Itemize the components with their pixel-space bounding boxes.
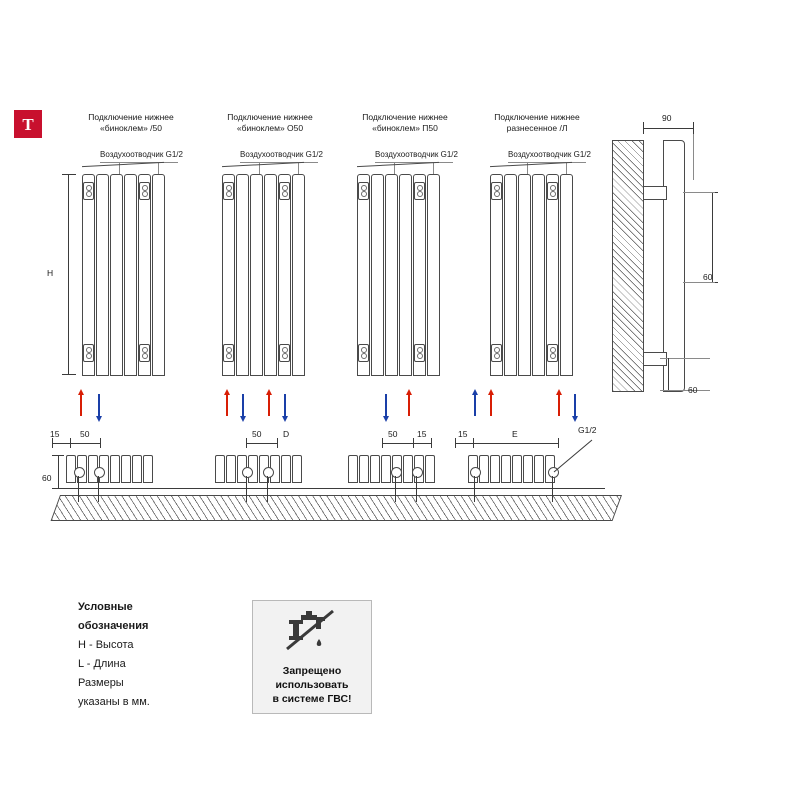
floor-hatch — [51, 495, 622, 521]
legend-item-0: Н - Высота — [78, 639, 134, 651]
dimension-height: Н — [47, 268, 54, 278]
group-1-title-line2: «биноклем» /50 — [99, 123, 162, 133]
group-3-title-line2: «биноклем» П50 — [372, 123, 438, 133]
dimension-E: E — [512, 429, 518, 439]
wall-bracket-top — [643, 186, 667, 200]
dimension-D: D — [283, 429, 290, 439]
wall-section — [612, 140, 644, 392]
warning-text-line3: в системе ГВС! — [272, 693, 352, 705]
thread-leader-line — [552, 436, 598, 474]
group-3-vent-label: Воздухоотводчик G1/2 — [375, 150, 458, 159]
brand-logo — [14, 110, 42, 138]
dimension-50-a: 50 — [80, 429, 90, 439]
group-2-title-line1: Подключение нижнее — [227, 112, 313, 122]
dimension-15-b: 15 — [417, 429, 427, 439]
brand-logo-glyph: T — [22, 114, 34, 134]
dimension-side-60-top: 60 — [703, 272, 713, 282]
dimension-side-90: 90 — [662, 113, 672, 123]
wall-bracket-bottom — [643, 352, 667, 366]
dimension-15-a: 15 — [50, 429, 60, 439]
legend-title-line2: обозначения — [78, 620, 149, 632]
dimension-side-60-bottom: 60 — [688, 385, 698, 395]
group-2-title-line2: «биноклем» О50 — [236, 123, 304, 133]
legend-item-3: указаны в мм. — [78, 696, 150, 708]
group-3-title-line1: Подключение нижнее — [362, 112, 448, 122]
group-4-vent-label: Воздухоотводчик G1/2 — [508, 150, 591, 159]
dimension-50-b: 50 — [252, 429, 262, 439]
warning-text-line1: Запрещено — [282, 665, 342, 677]
legend-item-2: Размеры — [78, 677, 124, 689]
dimension-60-floor: 60 — [42, 473, 52, 483]
faucet-prohibited-icon — [281, 609, 343, 660]
warning-text-line2: использовать — [275, 679, 349, 691]
legend — [78, 598, 228, 712]
group-1-title-line1: Подключение нижнее — [88, 112, 174, 122]
legend-item-1: L - Длина — [78, 658, 126, 670]
dimension-thread-g12: G1/2 — [578, 425, 597, 435]
group-4-title-line1: Подключение нижнее — [494, 112, 580, 122]
warning-box — [252, 600, 372, 714]
group-4-title-line2: разнесенное /Л — [506, 123, 568, 133]
dimension-15-c: 15 — [458, 429, 468, 439]
group-1-vent-label: Воздухоотводчик G1/2 — [100, 150, 183, 159]
group-2-vent-label: Воздухоотводчик G1/2 — [240, 150, 323, 159]
dimension-50-c: 50 — [388, 429, 398, 439]
legend-title-line1: Условные — [78, 601, 133, 613]
